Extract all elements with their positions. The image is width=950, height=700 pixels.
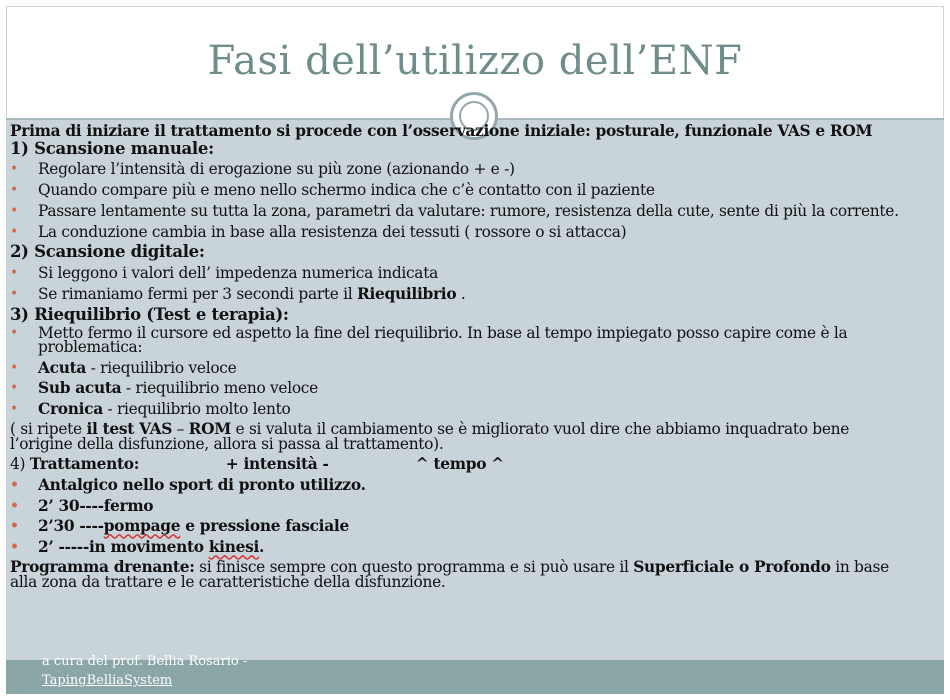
note-bold: il test VAS	[86, 420, 173, 439]
footer-credit	[42, 652, 247, 690]
item-text: .	[259, 538, 265, 557]
note-text: ( si ripete	[10, 420, 87, 439]
list-item: • Quando compare più e meno nello schermo indica che c’è contatto con il paziente	[10, 180, 940, 201]
list-item	[10, 378, 940, 399]
note-text: –	[172, 420, 189, 439]
section-1-heading: 1) Scansione manuale:	[10, 138, 214, 158]
section-4-time: ^ tempo ^	[415, 455, 504, 474]
item-bold: Acuta	[38, 358, 87, 377]
item-text: pompage	[103, 517, 181, 536]
list-item	[10, 284, 940, 305]
section-2-heading: 2) Scansione digitale:	[10, 242, 205, 262]
item-text: - riequilibrio veloce	[86, 358, 237, 377]
item-bold: Riequilibrio	[357, 285, 457, 304]
slide-title: Fasi dell’utilizzo dell’ENF	[207, 38, 743, 84]
slide-body	[10, 124, 940, 589]
note-bold: ROM	[188, 420, 231, 439]
list-item: • Regolare l’intensità di erogazione su più zone (azionando + e -)	[10, 159, 940, 180]
section-4-number: 4)	[10, 455, 26, 474]
list-item: • Metto fermo il cursore ed aspetto la fine del riequilibrio. In base al tempo impiegato posso capire come è la problematica:	[10, 326, 888, 355]
closing-text: in base alla zona da trattare e le caratteristiche della disfunzione.	[10, 558, 889, 591]
closing-bold: Superficiale o Profondo	[633, 558, 831, 577]
list-item: • Passare lentamente su tutta la zona, parametri da valutare: rumore, resistenza della cute, sente di più la corrente.	[10, 201, 940, 222]
item-text: - riequilibrio molto lento	[102, 400, 291, 419]
item-text: 2’30 ----	[38, 517, 104, 536]
section-4-heading	[10, 454, 940, 475]
section-4-title: Trattamento:	[29, 455, 140, 474]
item-bold: Cronica	[38, 400, 103, 419]
list-item: • 2’ 30----fermo	[10, 496, 940, 517]
item-bold: Sub acuta	[38, 379, 122, 398]
intro-text: Prima di iniziare il trattamento si procede con l’osservazione iniziale: posturale, funzionale VAS e ROM	[10, 122, 873, 140]
item-text: e pressione fasciale	[180, 517, 349, 536]
closing-paragraph	[10, 560, 910, 589]
list-item	[10, 399, 940, 420]
item-text: 2’ -----in movimento	[38, 538, 209, 557]
list-item	[10, 537, 940, 558]
footer-line-2: TapingBelliaSystem	[42, 673, 173, 688]
item-text: kinesi	[208, 538, 260, 557]
closing-text: si finisce sempre con questo programma e si può usare il	[194, 558, 634, 577]
section-3-note	[10, 422, 910, 451]
item-text: - riequilibrio meno veloce	[121, 379, 318, 398]
section-4-intensity: + intensità -	[225, 455, 329, 474]
closing-bold: Programma drenante:	[10, 558, 195, 577]
list-item	[10, 516, 940, 537]
section-3-heading: 3) Riequilibrio (Test e terapia):	[10, 304, 289, 324]
footer-line-1: a cura del prof. Bellia Rosario -	[42, 654, 248, 669]
list-item: • Si leggono i valori dell’ impedenza numerica indicata	[10, 263, 940, 284]
item-text: .	[456, 285, 466, 304]
note-text: e si valuta il cambiamento se è migliorato vuol dire che abbiamo inquadrato bene l’origine della disfunzione, allora si passa al trattamento).	[10, 420, 850, 453]
list-item: • La conduzione cambia in base alla resistenza dei tessuti ( rossore o si attacca)	[10, 222, 940, 243]
list-item	[10, 358, 940, 379]
list-item: • Antalgico nello sport di pronto utilizzo.	[10, 475, 940, 496]
item-text: Se rimaniamo fermi per 3 secondi parte il	[38, 285, 357, 304]
